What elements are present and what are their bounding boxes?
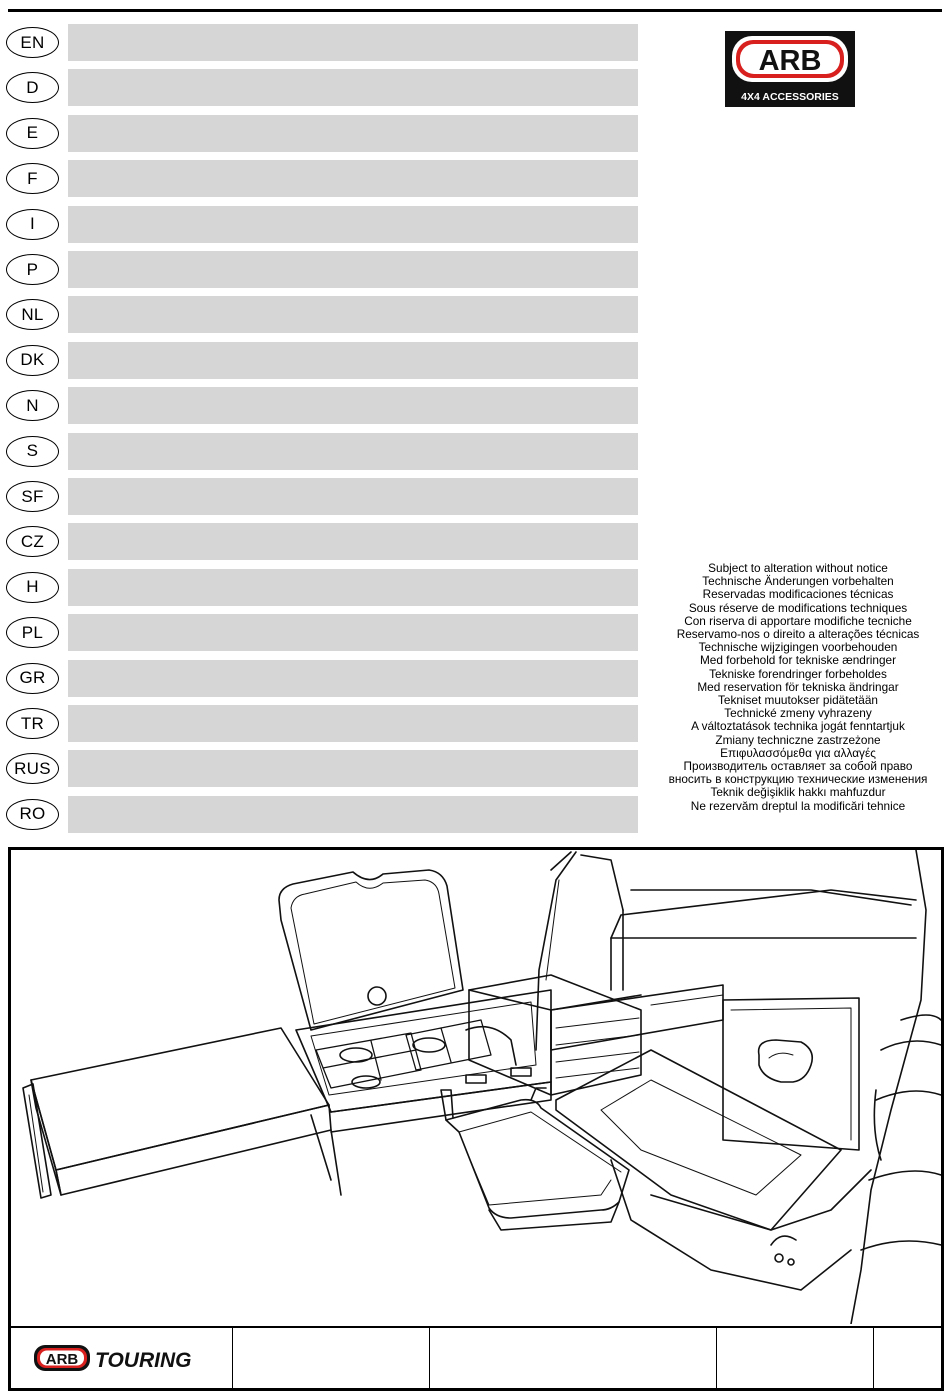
language-row (6, 296, 638, 333)
camping-kitchen-illustration (11, 850, 941, 1324)
language-code-badge: PL (6, 617, 59, 648)
notice-line: Reservamo-nos o direito a alterações técnicas (676, 627, 920, 642)
language-code-badge: F (6, 163, 59, 194)
language-row (6, 750, 638, 787)
language-row (6, 705, 638, 742)
language-row (6, 206, 638, 243)
language-text-bar (68, 251, 638, 288)
language-code-badge: EN (6, 27, 59, 58)
language-text-bar (68, 115, 638, 152)
language-code-badge: TR (6, 708, 59, 739)
language-row (6, 160, 638, 197)
svg-text:4X4 ACCESSORIES: 4X4 ACCESSORIES (741, 91, 839, 103)
language-row (6, 387, 638, 424)
notice-line: A változtatások technika jogát fenntartjuk (691, 719, 905, 734)
notice-line: Sous réserve de modifications techniques (688, 600, 908, 615)
language-row (6, 115, 638, 152)
language-text-bar (68, 569, 638, 606)
language-code-badge: CZ (6, 526, 59, 557)
language-code-badge: I (6, 209, 59, 240)
language-code-badge: S (6, 436, 59, 467)
language-code-badge: NL (6, 299, 59, 330)
illustration-frame (8, 847, 944, 1391)
notice-line: Technické zmeny vyhrazeny (724, 706, 872, 721)
footer-cell-blank (233, 1328, 430, 1390)
notice-line: Technische wijzigingen voorbehouden (698, 640, 898, 655)
notice-line: вносить в конструкцию технические изменения (668, 772, 928, 787)
language-text-bar (68, 296, 638, 333)
notice-line: Tekniset muutokser pidätetään (717, 693, 878, 708)
footer-cell-blank (717, 1328, 874, 1390)
language-row (6, 614, 638, 651)
language-row (6, 478, 638, 515)
language-text-bar (68, 478, 638, 515)
language-row (6, 523, 638, 560)
language-text-bar (68, 750, 638, 787)
language-text-bar (68, 433, 638, 470)
footer-logo-cell (11, 1328, 233, 1390)
notice-line: Teknik değişiklik hakkı mahfuzdur (710, 785, 886, 800)
language-row (6, 69, 638, 106)
language-text-bar (68, 614, 638, 651)
notice-line: Επιφυλασσόμεθα για αλλαγές (720, 745, 876, 760)
svg-text:TOURING: TOURING (95, 1349, 192, 1372)
language-code-badge: N (6, 390, 59, 421)
language-text-bar (68, 206, 638, 243)
notice-line: Subject to alteration without notice (708, 561, 888, 575)
language-text-bar (68, 69, 638, 106)
language-code-badge: DK (6, 345, 59, 376)
notice-line: Reservadas modificaciones técnicas (702, 587, 894, 602)
language-row (6, 796, 638, 833)
language-text-bar (68, 660, 638, 697)
language-text-bar (68, 796, 638, 833)
language-code-badge: RO (6, 799, 59, 830)
language-text-bar (68, 387, 638, 424)
notice-line: Tekniske forendringer forbeholdes (709, 666, 887, 681)
svg-text:ARB: ARB (758, 45, 822, 77)
language-text-bar (68, 160, 638, 197)
notice-line: Производитель оставляет за собой право (683, 759, 913, 774)
language-row (6, 24, 638, 61)
footer-cell-blank (430, 1328, 717, 1390)
notice-line: Ne rezervăm dreptul la modificări tehnice (690, 798, 906, 813)
language-text-bar (68, 705, 638, 742)
footer-strip (11, 1326, 941, 1388)
notice-line: Zmiany techniczne zastrzeżone (715, 732, 881, 747)
notice-line: Med forbehold for tekniske ændringer (699, 653, 897, 668)
language-code-badge: D (6, 72, 59, 103)
language-code-badge: H (6, 572, 59, 603)
language-row (6, 251, 638, 288)
language-code-badge: P (6, 254, 59, 285)
language-row (6, 660, 638, 697)
alteration-notice (648, 562, 948, 813)
language-text-bar (68, 342, 638, 379)
arb-touring-logo (33, 1342, 223, 1374)
language-row (6, 569, 638, 606)
top-rule (8, 9, 942, 12)
arb-4x4-accessories-logo (725, 31, 855, 107)
notice-line: Technische Änderungen vorbehalten (702, 574, 894, 589)
language-code-badge: GR (6, 663, 59, 694)
language-code-badge: RUS (6, 753, 59, 784)
notice-line: Med reservation för tekniska ändringar (697, 679, 899, 694)
language-code-badge: E (6, 118, 59, 149)
language-code-badge: SF (6, 481, 59, 512)
notice-line: Con riserva di apportare modifiche tecniche (684, 613, 912, 628)
language-text-bar (68, 523, 638, 560)
svg-text:ARB: ARB (45, 1351, 79, 1368)
language-text-bar (68, 24, 638, 61)
language-row (6, 342, 638, 379)
language-row (6, 433, 638, 470)
